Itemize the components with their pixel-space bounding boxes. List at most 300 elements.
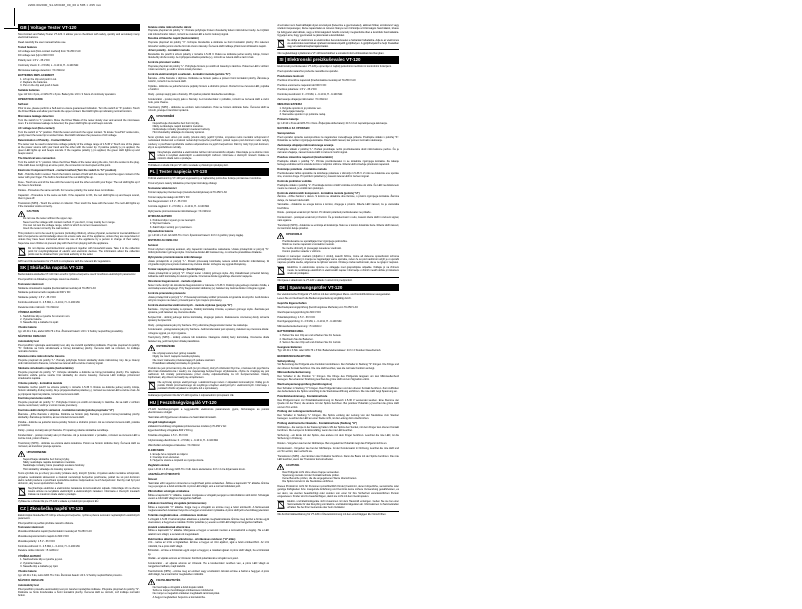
paragraph: Prepnite prepínač do polohy "V". Uchopte skúšačku a dotknite sa hornej kontaktnej plochy. Pre nájdenie fázového vodiča jemne vsuňte hrot skúšačky do otvoru zásuvky. Červená LED indikuje prítomnosť striedavého napätia.	[18, 370, 140, 381]
paragraph: Glühlampe - die Lampe in der Fassung halten. Mit der Spitze den Sockel, mit dem Finger den oberen Kontakt berühren. Die Lampe ist funktionsfähig, wenn die rote LED leuchtet.	[277, 426, 399, 433]
warning-block	[148, 345, 270, 351]
section-header-cz: CZ | Zkoušečka napětí VT-120	[18, 505, 140, 512]
list-item: 2. Wymień baterie.	[153, 222, 270, 225]
paragraph: Kondensator - Vorgehen wie bei der Glühlampe. Ist der Kondensator in Ordnung, leuchtet die rote LED und ein Ton ertönt, dann erlischt sie.	[277, 446, 399, 454]
paragraph: Žiarovka - držte žiarovku v objímke. Dotknite sa hrotom päty žiarovky a prstom hornej kontaktnej plochy skúšačky. Žiarovka je funkčná, ak sa rozsvieti červená LED.	[18, 413, 140, 420]
paragraph: A vizsgáló 1.5-36 V tartományban alkalmas a polaritás meghatározására. Érintse meg kézzel a forrás egyik kivezetését, a hegyével a másikat. Pozitív polaritás (+) esetén a zöld LED világít és hangjelzés hallható.	[147, 517, 270, 524]
list-item: 3. Nasaďte klip a zatlačte jej zpět.	[23, 565, 140, 568]
divider	[18, 498, 140, 499]
section-header-sk: SK | Skúšačka napätia VT-120	[18, 264, 140, 271]
paragraph: Tento výrobok nie je určený pre osoby (vrátane detí), ktorých fyzické, zmyslové alebo mentálne schopnosti, prípadne nedostatok skúseností a znalostí nezaručujú bezpečné používanie, pokiaľ nie sú pod dozorom alebo neboli poučené o používaní spotrebiča osobou zodpovednou za ich bezpečnosť. Deti by mali byť pod dozorom, aby sa so spotrebičom nehrali.	[18, 472, 140, 485]
section-caption: OPERATION GUIDE	[18, 98, 43, 102]
paragraph: Állítsa a kapcsolót "V" állásba. Fogja meg a vizsgálót és érintse meg a felső érintkezőt. A fázisvezeték megkereséséhez óvatosan helyezze a hegyet a konnektor nyílásába. A piros LED jelzi a feszültség jelenlétét.	[147, 505, 270, 512]
paragraph: Sicherung - ein Ende mit der Spitze, das andere mit dem Finger berühren. Leuchtet die rote LED, ist die Sicherung in Ordnung.	[277, 434, 399, 441]
warning-title: FIGYELMEZTETÉS	[156, 579, 181, 582]
paragraph: Gleichspannungsprüfung bis 600 V DC	[277, 310, 321, 314]
paragraph: Használat előtt végezzen öntesztet a megbízható jelzés érdekében. Állítsa a kapcsolót "S" állásba. Érintse meg a pengét és a felső érintkezőt. A piros LED világít, ami a normál működést jelzi.	[147, 481, 270, 489]
list-item: • Hrot skúšačky vkladajte do zásuvky správne.	[23, 468, 140, 471]
divider	[277, 511, 399, 512]
list-item: • Soha ne mérjen feszültséget érintkezéses módszerrel.	[153, 589, 270, 592]
paragraph: Varovalka - dotaknite se enega konca s konico, drugega s prstom. Rdeča LED zasveti, če je varovalka brezhibna.	[277, 203, 399, 210]
paragraph: Biztosíték - érintse a biztosíték egyik végét a heggyel, a másikat ujjával. A piros LED világít, ha a biztosíték ép.	[147, 549, 270, 556]
section-caption: VÝMĚNA BATERIÍ	[18, 554, 41, 558]
subheading: Kontrola prerušenia vodiča	[18, 397, 52, 401]
weee-crossed-bin-icon	[277, 39, 285, 48]
subheading: Selbstprüfung	[277, 359, 295, 363]
warning-triangle-icon	[148, 115, 155, 121]
list-item: 2. Cserélje ki az elemeket.	[153, 456, 270, 459]
print-code-line: 2200.002000_S1-MO048_00_00 A 595 × 295 mm	[28, 3, 102, 7]
list-item: 3. Namestite sponko in jo potisnite nazaj.	[282, 113, 399, 116]
paragraph: Állítsa a kapcsolót "L" állásba. Mozgassa a hegyet a vezeték mentén a konnektortól a dugóig. Ha a LED valahol nem világít, a vezeték ott megszakadt.	[147, 529, 270, 536]
paragraph: Bezpiecznik - dotknij jednego końca końcówką, drugiego palcem. Zaświecenie czerwonej diody oznacza sprawny bezpiecznik.	[147, 315, 270, 322]
list-item: 1. Nadvihnite klip a vysuňte ho smerom von.	[23, 315, 140, 318]
list-item: 1. Emelje fel a csiptetőt és tolja ki.	[153, 453, 270, 456]
paragraph: typ: LR 44 x 3 ks, nebo GPA 76 x 3 ks. Životnost baterií: 24 h / 2 hodiny nepřetržitého provozu.	[18, 573, 123, 577]
paragraph: Tranzistory (NPN) - dotkněte se emitoru nebo kolektoru. Poté se hrotem dotkněte báze. Červená LED se rozsvítí, pracuje-li tranzistor správně.	[147, 105, 270, 112]
numbered-list	[148, 453, 270, 463]
weee-crossed-bin-icon	[277, 500, 285, 509]
list-item: • Preizkuševalca ne uporabljajte brez zgornjega pokrovčka.	[282, 240, 399, 243]
warning-triangle-icon	[148, 579, 155, 585]
list-item: 2. Wechseln Sie die Batterien.	[282, 338, 399, 341]
bullet-list	[148, 352, 270, 365]
numbered-list	[277, 334, 399, 344]
subheading: Vizsgált tulajdonságok	[147, 420, 176, 424]
paragraph: Capacitor - Procedure is the same as bulb. If the capacitor is OK, the red LED lights up and beeps sound, then it goes off.	[18, 193, 140, 200]
subheading: Kontrola prekinitve vodnika	[277, 179, 312, 183]
paragraph: Diódy - postup rovnaký ako pri žiarovke. Pri opačnej polarite skúšačka neindikuje.	[18, 429, 109, 433]
numbered-list	[277, 107, 399, 117]
paragraph: GPO and CE declaration for VT-120 in compliance with the relevant EU regulations.	[18, 259, 112, 263]
paragraph: Vyhlásenie o zhode CE pre VT-120 v súlade s príslušnými predpismi EÚ.	[18, 499, 100, 503]
subheading: Zkouška střídavého napětí (bezkontaktní)	[147, 37, 199, 41]
subheading: Polaritätsbestimmung - Kontaktmethode	[277, 395, 328, 399]
weee-crossed-bin-icon	[148, 381, 156, 390]
list-item: • Prawidłowo wkładaj końcówkę do gniazda.	[153, 362, 270, 365]
subheading: Primerne baterije	[277, 118, 299, 122]
list-item: • Die Spitze korrekt in die Steckdose einführen.	[282, 480, 399, 483]
paragraph: Durchgangsprüfung: 0 - 2.5 MΩ, L - 0-10 Ω, H - 0-100 MΩ	[277, 320, 342, 324]
paragraph: Žárovka - držte žárovku v objímce. Dotkněte se hrotem patice a prstem horní kontaktní plochy. Žárovka je funkční, rozsvítí-li se červená LED.	[147, 76, 270, 84]
subheading: Detekce úniku mikrovlnného záření	[147, 25, 192, 29]
paragraph: Skúšanie striedavého napätia (bezkontaktná metóda) od 70-250 V AC	[18, 286, 97, 290]
paragraph: Állítsa a kapcsolót "L" állásba. Lassan mozgassa a vizsgáló pengéjét a mikrohullámú sütő körül. Szivárgás esetén a zöld LED világít és hangjelzés hallható.	[147, 493, 270, 501]
subheading: Wykrywanie promieniowania mikrofalowego	[147, 256, 203, 260]
paragraph: AC voltage test (Non-contact method) from 70-250 V AC	[18, 49, 81, 53]
paragraph: Bezkontaktná skúšačka VT-120 Vám umožní rýchlo a bezpečne overiť množstvo elektrických parametrov.	[18, 273, 136, 277]
warning-title: UPOZORNENIE	[26, 450, 47, 454]
warning-block	[18, 210, 140, 216]
paragraph: Kontrola ciągłości: 0 - 2.5 MΩ, L - 0-10 Ω, H - 0-100 MΩ	[147, 205, 210, 209]
paragraph: Fuse - Touch one end of the fuse with the tester tip and the other end with your finger. The red LED lights up if the fuse is functional.	[18, 180, 140, 188]
paragraph: Használat előtt figyelmesen olvassa el a használati útmutatót.	[147, 416, 217, 420]
list-item: 3. Załóż klips i wciśnij go z powrotem.	[153, 226, 270, 229]
subheading: Pomiar napięcia przemiennego (bezdotykowy)	[147, 268, 205, 272]
subheading: The Electrical wire connection	[18, 157, 56, 161]
paragraph: Zaznavanje uhajanja mikrovalov: >5 mW/cm²	[277, 97, 328, 101]
list-item: 1. Dvignite sponko in jo potisnite ven.	[282, 107, 399, 110]
warning-block	[148, 115, 270, 121]
warning-triangle-icon	[18, 451, 25, 457]
subheading: Testované vlastnosti	[18, 526, 44, 530]
bullet-list	[18, 458, 140, 471]
subheading: Vhodné baterie	[18, 569, 37, 573]
list-item: • Nikdy neskúšajte napätie kontaktnou metódou.	[23, 461, 140, 464]
bullet-list	[277, 471, 399, 484]
list-item: 1. Lift up the clip and push it out.	[23, 78, 140, 81]
paragraph: Dieses Produkt ist nicht für Personen (einschließlich Kinder) bestimmt, deren körperliche, sensorische oder geistige Fähigkeiten bzw. mangelnde Erfahrung und Kenntnis keine sichere Verwendung gewährleisten, es sei denn, sie werden beaufsichtigt oder wurden von einer für ihre Sicherheit verantwortlichen Person eingewiesen. Kinder sind zu beaufsichtigen, damit sie nicht mit dem Gerät spielen.	[277, 485, 399, 498]
paragraph: Prohlášení o shodě CE pro VT-120 v souladu s příslušnými předpisy EU.	[147, 163, 229, 167]
section-header-de: DE | Spannungsprüfer VT-120	[277, 284, 399, 291]
paragraph: Detekce úniku mikrovln: >5 mW/cm²	[18, 549, 59, 553]
text-column-6	[666, 24, 788, 600]
subheading: Automatický test	[18, 583, 39, 587]
section-header-hu: HU | Feszültségvizsgáló VT-120	[148, 399, 270, 406]
paragraph: Microwave leakage detection: >5 mW/cm²	[18, 68, 65, 72]
paragraph: Prepnite prepínač do polohy "L". Pomaly pohybujte hrotom skúšačky okolo mikrovlnnej rúry. Ak je zistený únik mikrovlnného žiarenia, rozsvieti sa zelená LED a zaznie zvukový signál.	[18, 359, 140, 366]
weee-block	[148, 151, 270, 160]
paragraph: Pred použitím si dôkladne prečítajte návod na obsluhu.	[18, 278, 80, 282]
paragraph: Preklopite stikalo v položaj "V". Primite preizkuševalec in se dotaknite zgornjega kontakta. Za iskanje faznega vodnika nežno vstavite konico v odprtino vtičnice. Rdeča LED označuje prisotnost napetosti.	[277, 159, 399, 167]
list-item: • Ne merite območij, ki presegajo navedene vrednosti.	[282, 247, 399, 250]
paragraph: Zkouška stejnosměrného napětí do 600 V DC	[18, 535, 69, 539]
paragraph: Tranzisztorok (NPN) - érintse meg az emittert vagy a kollektort. Ezután érintse a bázist a heggyel. A piros LED világít, ha a tranzisztor megfelelően működik.	[147, 570, 270, 577]
warning-triangle-icon	[277, 464, 284, 470]
paragraph: Preizkus izmenične napetosti (brezkontaktna metoda) od 70-250 V AC	[277, 78, 356, 82]
subheading: Prüfung elektronischer Bauteile - Kontaktmethode (Stellung "H")	[277, 422, 358, 426]
section-caption: NÁVOD NA OBSLUHU	[18, 335, 47, 339]
list-item: 3. Nasaďte klip a zatlačte ho späť.	[23, 321, 140, 324]
bullet-list	[277, 240, 399, 253]
subheading: Geeignete Batterien	[277, 345, 302, 349]
paragraph: Den Schalter in Stellung "L" bringen. Die Spitze entlang der Leitung von der Steckdose zum Stecker bewegen. Leuchtet die LED an einer Stelle nicht, ist die Leitung dort unterbrochen.	[277, 414, 399, 421]
subheading: Elektronikus alkatrészek ellenőrzése - érintkezéses módszer ("H" állás)	[147, 537, 236, 541]
list-item: • Insert the tester correctly the wall socket.	[23, 227, 140, 230]
subheading: Wechselspannungsprüfung (berührungslos)	[277, 383, 333, 387]
paragraph: Preizkuševalec lahko uporabite za določanje polaritete v območju 1.5-36 V. Z roko se dotaknite ene sponke vira, s konico druge. Pri pozitivni polariteti (+) zasveti zelena LED in zazveni signal.	[277, 171, 399, 178]
paragraph: Kontrola prevodnosti: 0 - 2.5 MΩ, L - 0-10 Ω, H - 0-100 MΩ	[277, 93, 343, 97]
weee-text: Električne in elektronske opreme ne odlagajte med gospodinjske odpadke. Oddajte jo na zbirnem mestu za recikliranje električnih in elektronskih naprav. Informacije o zbirnih mestih dobite pri lokalnem uradu ali prodajalcu.	[287, 265, 399, 276]
weee-block	[277, 500, 399, 509]
subheading: Kontrola přerušení vodiče	[147, 61, 180, 65]
subheading: Megfelelő elemek	[147, 464, 170, 468]
paragraph: Kondenzátor - postup stejný jako u žárovky. Je-li kondenzátor v pořádku, rozsvítí se červená LED a zazní zvuk, poté zhasne.	[147, 97, 270, 104]
subheading: Určení polarity - kontaktní metoda	[147, 49, 190, 53]
paragraph: Test biegunowości: 1.5 V - 36 V DC	[147, 200, 188, 204]
divider	[148, 162, 270, 163]
warning-block	[277, 233, 399, 239]
subheading: Samopreizkus	[277, 132, 295, 136]
subheading: Tested features	[18, 45, 37, 49]
paragraph: Wechselspannungsprüfung (berührungslose Methode) von 70-250 V AC	[277, 306, 359, 310]
paragraph: Polaritätsprüfung: 1.5 V - 36 V DC	[277, 315, 316, 319]
paragraph: typ: LR 44 x 3 szt. lub GPA 76 x 3 szt. Żywotność baterii: 24 h / 2 godziny pracy ciągłej.	[147, 234, 244, 238]
paragraph: Skúšačku možno použiť na určenie polarity v rozsahu 1.5-36 V. Rukou sa dotknite jednej svorky zdroja, hrotom skúšačky druhej svorky. Ak je pripojená kladná polarita (+), rozsvieti sa zelená LED a zaznie zvuk. Ak je pripojená záporná polarita, rozsvieti sa červená LED.	[18, 386, 140, 396]
paragraph: Bulb - Hold the bulb in socket. Touch the bottom contact of bulb with the tester tip and the upper contact of the tester with your finger. The bulb is functional if the red LED lights up.	[18, 172, 140, 180]
weee-text: Elektro- und Elektronikgeräte nicht zusammen mit dem Hausmüll entsorgen. Geben Sie sie bei einer Sammelstelle für das Recycling von Elektro- und Elektronikgeräten ab. Informationen zu Sammelstellen erhalten Sie bei Ihrer Gemeinde oder beim Verkäufer.	[287, 499, 399, 509]
paragraph: Pred uporabo opravite samopreizkus za zagotovitev zanesljivega prikaza. Preklopite stikalo v položaj "S". Dotaknite se rezila in zgornjega kontakta. Rdeča LED zasveti, kar pomeni normalno delovanje.	[277, 136, 399, 143]
list-item: • Nikdy nezkoušejte napětí kontaktní metodou.	[153, 125, 270, 128]
paragraph: DC voltage test (Up to 600 V DC	[18, 54, 55, 58]
bullet-list	[148, 586, 270, 599]
paragraph: Folytonosság ellenőrzése: 0 - 2.5 MΩ, L - 0-10 Ω, H - 0-100 MΩ	[147, 438, 219, 442]
numbered-list	[18, 558, 140, 568]
list-item: • Spannung niemals mit der Kontaktmethode prüfen.	[282, 474, 399, 477]
subheading: Automatický test	[18, 340, 39, 344]
list-item: • Nepoužívajte skúšačku bez hornej krytky.	[23, 458, 140, 461]
divider	[277, 277, 399, 278]
paragraph: Produkt nie jest przeznaczony dla osób (w tym dzieci), których zdolności fizyczne, czuciowe lub psychiczne albo brak doświadczenia i wiedzy nie zapewniają bezpiecznego użytkowania, chyba że znajdują się pod nadzorem lub zostały poinstruowane przez osobę odpowiedzialną za ich bezpieczeństwo. Należy dopilnować, aby dzieci nie bawiły się urządzeniem.	[147, 366, 270, 380]
paragraph: CE megfelelőségi nyilatkozat a VT-120 készülékhez a vonatkozó EU előírásokkal összhangban.	[277, 51, 385, 55]
paragraph: This product is not to be used by persons (including children), whose physical, sensorial or mental abilities or lack of experience and knowledge does not ensure safe use of the appliance, unless they are supervised or unless they have been instructed about the use of the appliance by a person in charge of their safety. Supervise over children to prevent play with them from playing with the appliance.	[18, 231, 140, 245]
list-item: • Nie mierz zakresów przekraczających podane wartości.	[153, 359, 270, 362]
paragraph: Der elektronische Prüfgerät VT-120 ist mit den wichtigsten Mess- und Kontrollfunktionen ausgestattet.	[277, 292, 391, 296]
list-item: • Keine Bereiche prüfen, die die angegebenen Werte überschreiten.	[282, 477, 399, 480]
paragraph: Ustaw przełącznik w pozycji "L". Powoli przesuwaj końcówkę testera wokół kuchenki mikrofalowej. W przypadku wykrycia wycieku zaświeci się zielona dioda i rozlegnie się sygnał dźwiękowy.	[147, 259, 270, 267]
subheading: Mikrowellenleckerkennung	[277, 371, 311, 375]
paragraph: Poistka - dotknite sa jedného konca poistky hrotom a druhého prstom. Ak sa rozsvieti červená LED, poistka je funkčná.	[18, 421, 140, 428]
section-caption: NÁVOD K OBSLUZE	[18, 578, 44, 582]
list-item: • A hegyet megfelelően helyezze a konnektorba.	[153, 596, 270, 599]
paragraph: Přepněte přepínač do polohy "V". Uchopte zkoušečku a dotkněte se horní kontaktní plochy. Pro nalezení fázového vodiče jemně vsuňte hrot do otvoru zásuvky. Červená LED indikuje přítomnost střídavého napětí.	[147, 41, 270, 48]
paragraph: CE-Konformitätserklärung für VT-120 in Übereinstimmung mit den einschlägigen EU-Vorschriften.	[277, 512, 387, 516]
list-item: • Das Prüfgerät nicht ohne obere Kappe verwenden.	[282, 471, 399, 474]
paragraph: Diódák - az eljárás azonos az izzóéval. Fordított polaritásnál a vizsgáló nem jelez.	[147, 557, 239, 561]
section-caption: BEDIENUNGSANLEITUNG	[277, 354, 311, 358]
paragraph: típus: LR 44 x 3 db vagy GPA 76 x 3 db. Elem élettartama: 24 h / 2 óra folyamatos üzem.	[147, 467, 246, 471]
weee-text: Nie wyrzucaj sprzętu elektrycznego i elektronicznego razem z odpadami komunalnymi. Oddaj go do punktu zbiórki przeznaczonego do recyklingu urządzeń elektrycznych i elektronicznych. Informacje o punktach zbiórki uzyskasz w urzędzie lub u sprzedawcy.	[157, 381, 270, 391]
subheading: Önteszt	[147, 478, 158, 482]
paragraph: Tranzystory (NPN) - dotknij emitera lub kolektora. Następnie dotknij bazy końcówką. Czerwona dioda zaświeci się, jeśli tranzystor działa prawidłowo.	[147, 336, 270, 343]
paragraph: Non-Contact and Safety Tester VT-120. It allows you to check/test with safety, quickly and accurately many electrical features.	[18, 32, 140, 40]
paragraph: Zkoušečku lze použít k určení polarity v rozsahu 1.5-36 V. Rukou se dotkněte jedné svorky zdroje, hrotem zkoušečky druhé svorky. Je-li připojena kladná polarita (+), rozsvítí se zelená LED a zazní zvuk.	[147, 53, 270, 60]
paragraph: Pomiar napięcia stałego do 600 V DC	[147, 195, 190, 199]
divider	[18, 257, 140, 258]
paragraph: The tester can be used to determine voltage polarity of the voltage range of 1.5-36 V. Touch one of the plates at the power source with your hand and the other with the tester tip. If positive polarity (+) is applied, the green LED lights up and beeps sounds. If the negative polarity (-) is applied, the green LED lights up and beeps sound.	[18, 142, 140, 156]
paragraph: Prior to use, please perform a Self-test to ensure guaranteed indication. Turn the switch to "S" position. Touch the Driver Blade and allow your hands the upper contact. Red LED lights up indicating normal function.	[18, 106, 140, 114]
paragraph: Ustaw przełącznik w pozycji "L". Przesuwaj końcówkę wzdłuż przewodu od gniazda do wtyczki. Jeśli dioda w którymś miejscu nie świeci, przewód jest w tym miejscu przerwany.	[147, 295, 270, 302]
section-caption: HASZNÁLATI ÚTMUTATÓ	[147, 473, 180, 477]
subheading: Prüfung der Leitungsunterbrechung	[277, 410, 322, 414]
list-item: • Ne mérjen a megadott értékeket meghaladó tartományokat.	[153, 592, 270, 595]
list-item: 2. Zamenjajte baterije.	[282, 110, 399, 113]
paragraph: type: LR 44 x 3 pcs, or GPA 76 x 3 pcs. Battery life: 24 h / 2 hours of continuity operation.	[18, 92, 117, 96]
paragraph: Váltakozó feszültség vizsgálata (érintésmentes módszer) 70-250 V AC	[147, 424, 227, 428]
paragraph: Polarity test: 1.5 V - 36 V DC	[18, 59, 50, 63]
subheading: Geprüfte Eigenschaften	[277, 302, 307, 306]
warning-block	[148, 579, 270, 585]
subheading: Microwave leakage detection	[18, 114, 54, 118]
paragraph: Před použitím proveďte automatický test pro zaručení spolehlivé indikace. Přepněte přepínač do polohy "S". Dotkněte se hrotu šroubováku a horní kontaktní plochy. Červená LED se rozsvítí, což indikuje normální funkci.	[18, 587, 140, 597]
subheading: Določanje polaritete - kontaktna metoda	[277, 167, 327, 171]
section-header-pl: PL | Tester napięcia VT-120	[148, 168, 270, 175]
text-column-4	[407, 24, 529, 600]
list-item: • Do not use the tester without the upper cap.	[23, 217, 140, 220]
language-columns	[18, 24, 788, 600]
paragraph: tip: LR 44 x 3 kos ali GPA 76 x 3 kos. Življenjska doba baterij: 24 h / 2 uri neprekinjenega delovanja.	[277, 122, 388, 126]
list-item: • Nikoli ne merite napetosti s kontaktno metodo.	[282, 243, 399, 246]
warning-title: ACHTUNG	[285, 463, 300, 467]
subheading: Determination of Polarity - Contact Method	[18, 138, 71, 142]
paragraph: Tento výrobek není určen pro osoby (včetně dětí), jejichž fyzické, smyslové nebo mentální schopnosti či nedostatek zkušeností a znalostí nezaručují bezpečné používání, pokud nejsou pod dozorem nebo nebyly poučeny o používání spotřebiče osobou odpovědnou za jejich bezpečnost. Děti by měly být pod dozorem, aby si se spotřebičem nehrály.	[147, 136, 270, 149]
paragraph: Skúšanie jednosmerného napätia do 600 V DC	[18, 291, 71, 295]
paragraph: Elektronická zkoušečka VT-120 je určena pro bezpečné, rychlé a přesné testování nejčastějších elektrických parametrů.	[18, 513, 140, 520]
paragraph: Pred použitím vykonajte automatický test, aby ste zaručili spoľahlivú indikáciu. Prepnite prepínač do polohy "S". Dotknite sa hrotu skrutkovača a hornej kontaktnej plochy. Červená LED sa rozsvieti, čo indikuje normálnu funkciu.	[18, 343, 140, 354]
list-item: • Hrot zkoušečky vkládejte do zásuvky správně.	[153, 131, 270, 134]
subheading: Vezeték szakadásának ellenőrzése	[147, 525, 191, 529]
warning-block	[18, 451, 140, 457]
paragraph: Žarnica - držite žarnico v okovu. S konico se dotaknite dna žarnice, s prstom zgornjega kontakta. Žarnica deluje, če zasveti rdeča LED.	[277, 195, 399, 202]
paragraph: Tranzistory (NPN) - dotknite sa emitora alebo kolektora. Potom sa hrotom dotknite bázy. Červená LED sa rozsvieti, ak tranzistor pracuje správne.	[18, 441, 140, 449]
list-item: 3. Put on the clip and push it back.	[23, 84, 140, 87]
paragraph: Před použitím si pečlivě přečtěte návod k obsluze.	[18, 521, 74, 525]
list-item: 1. Heben Sie den Clip an und schieben Sie ihn heraus.	[282, 334, 399, 337]
paragraph: Egyenfeszültség vizsgálata 600 V DC-ig	[147, 429, 193, 433]
subheading: Detekcia úniku mikrovlnného žiarenia	[18, 355, 65, 359]
paragraph: Turn the switch to "L" position. Move the Driver Blade of the tester slowly over and around the microwave oven. If a microwave leakage is detected, the green LED lights up and beeps sounds.	[18, 118, 140, 125]
list-item: • Konico pravilno vstavite v vtičnico.	[282, 250, 399, 253]
section-header-si: SI | Elektronski preizkuševalec VT-120	[277, 56, 399, 63]
section-caption: ELEMCSERE	[147, 448, 165, 452]
paragraph: Kontrola vodivosti: 0 - 2.5 MΩ, L - 0-10 Ω, H - 0-100 MΩ	[18, 300, 80, 304]
warning-title: OSTRZEŻENIE	[156, 345, 176, 349]
list-item: • Ne használja a vizsgálót a felső kupak nélkül.	[153, 586, 270, 589]
list-item: • Neskúšajte rozsahy, ktoré presahujú uvedené hodnoty.	[23, 464, 140, 467]
weee-text: Nevyhadzujte elektrické a elektronické zariadenia do komunálneho odpadu. Odovzdajte ich na zberné miesto určené na recykláciu elektrických a elektronických zariadení. Informácie o zberných miestach získate na miestnom úrade alebo u predajcu.	[28, 486, 140, 497]
section-caption: NAVODILA ZA UPORABO	[277, 127, 310, 131]
subheading: Určenie polarity - kontaktná metóda	[18, 382, 63, 386]
subheading: Váltakozó feszültség vizsgálata (érintésmentes)	[147, 501, 207, 505]
subheading: Skúšanie striedavého napätia (bezkontaktné)	[18, 367, 74, 371]
subheading: Kontrola elementów elektronicznych - metoda stykowa (pozycja "H")	[147, 303, 233, 307]
paragraph: Żarówka - trzymaj żarówkę w oprawce. Dotknij końcówką trzonka, a palcem górnego styku. Żarówka jest sprawna, jeśli zaświeci się czerwona dioda.	[147, 307, 270, 314]
paragraph: typ: LR 44 x 3 ks, alebo GPA 76 x 3 ks. Životnosť batérií: 24 h / 2 hodiny nepretržitej prevádzky.	[18, 329, 124, 333]
list-item: 1. Nadzvedněte klip a vysuňte jej ven.	[23, 558, 140, 561]
paragraph: Kondenzator - postopek enak kot pri žarnici. Če je kondenzator v redu, zasveti rdeča LED in zazveni signal, nato ugasne.	[277, 216, 399, 223]
subheading: Polaritás meghatározása - érintkezéses módszer	[147, 513, 208, 517]
weee-text: Ne dobja az elektromos és elektronikus berendezéseket a háztartási hulladékba. Adja le az elektromos és elektronikus készülékek újrahasznosítására kijelölt gyűjtőhelyen. A gyűjtőhelyekről a helyi hivatalban vagy az eladónál kaphat tájékoztatást.	[287, 38, 399, 48]
section-caption: INSTRUKCJA OBSŁUGI	[147, 239, 178, 243]
weee-crossed-bin-icon	[277, 266, 285, 275]
paragraph: Vor Benutzung die Prüfgerät eine Funktion kontrollieren. Den Schalter in Stellung "S" bringen. Die Klinge und den oberen Kontakt berühren. Die rote LED leuchtet, was die normale Funktion anzeigt.	[277, 363, 399, 370]
paragraph: Den Schalter in Stellung "V" bringen. Das Prüfgerät halten und den oberen Kontakt berühren. Zum Auffinden des Außenleiters die Spitze vorsichtig in die Steckdosenöffnung einführen. Die rote LED zeigt Spannung an.	[277, 387, 399, 394]
paragraph: Continuity check: 0 - 2.5 MΩ, L - 0-10 Ω, H - 0-100 MΩ	[18, 63, 79, 67]
paragraph: Přepněte přepínač do polohy "L". Pomalu pohybujte hrotem zkoušečky kolem mikrovlnné trouby. Je-li zjištěn únik mikrovlnného záření, rozsvítí se zelená LED a zazní zvukový signál.	[147, 29, 270, 36]
paragraph: Deklaracja zgodności CE dla VT-120 zgodnie z odpowiednimi przepisami UE.	[147, 394, 235, 398]
weee-block	[18, 247, 140, 256]
numbered-list	[18, 315, 140, 325]
paragraph: Diode - postopek enak kot pri žarnici. Pri obratni polariteti preizkuševalec ne prikaže.	[277, 211, 372, 215]
subheading: Kontrola przerwania przewodu	[147, 291, 186, 295]
list-item: 2. Replace the batteries.	[23, 81, 140, 84]
weee-crossed-bin-icon	[18, 487, 26, 496]
paragraph: Turn the switch to "L" position. Move the Driver Blade of the tester along the wire, from the socket to the plug. If the LED does not light up at some point, the connection is interrupted at this point.	[18, 160, 140, 168]
list-item: 2. Vyměňte baterie.	[23, 562, 140, 565]
subheading: Testowane właściwości	[147, 187, 177, 191]
paragraph: Transistoren (NPN) - den Emitter oder Kollektor berühren. Dann die Basis mit der Spitze berühren. Die rote LED leuchtet, wenn der Transistor korrekt arbeitet.	[277, 454, 399, 462]
paragraph: Diodes - Procedure the same as bulb. For reverse polarity, the tester does not indicate.	[18, 188, 115, 192]
numbered-list	[18, 78, 140, 88]
subheading: Electronic Component Check - contact method (Turn the switch to "H" position)	[18, 169, 117, 172]
subheading: Zaznavanje uhajanja mikrovalovnega sevanja	[277, 144, 334, 148]
subheading: Testované vlastnosti	[18, 282, 44, 286]
paragraph: Ustaw przełącznik w pozycji "V". Chwyć tester i dotknij górnego styku. Aby zlokalizować przewód fazowy, delikatnie włóż końcówkę do otworu gniazda. Czerwona dioda sygnalizuje obecność napięcia.	[147, 271, 270, 279]
paragraph: Preizkus polaritete: 1.5 V - 36 V DC	[277, 88, 317, 92]
subheading: Kontrola elektronskih komponent - kontaktna metoda (položaj "H")	[277, 191, 360, 195]
subheading: Self-test	[18, 103, 29, 107]
crop-mark-vertical	[14, 8, 15, 26]
paragraph: Elektronski preizkuševalec VT-120 je opremljen z najbolj potrebnimi merilnimi in kontrolnimi funkcijami.	[277, 65, 392, 69]
list-item: 3. Setzen Sie den Clip auf und drücken Sie ihn zurück.	[282, 341, 399, 344]
text-column-1	[18, 24, 140, 600]
paragraph: Pomiar napięcia przemiennego (metoda bezdotykowa) od 70-250 V AC	[147, 190, 228, 194]
paragraph: Izdelek ni namenjen osebam (vključno z otroki), katerih fizične, čutne ali duševne sposobnosti oziroma pomanjkanje izkušenj in znanja ne zagotavljajo varne uporabe, razen če so pod nadzorom ali jih je o uporabi naprave poučila oseba, odgovorna za njihovo varnost. Otroke je treba nadzorovati, da se ne igrajo z napravo.	[277, 254, 399, 265]
paragraph: Tranzistorji (NPN) - dotaknite se emitorja ali kolektorja. Nato se s konico dotaknite baze. Rdeča LED zasveti, če tranzistor deluje pravilno.	[277, 224, 399, 231]
weee-block	[148, 381, 270, 390]
warning-title: CAUTION	[26, 210, 39, 214]
warning-title: UPOZORNĚNÍ	[156, 114, 175, 118]
crop-mark-horizontal	[4, 28, 18, 29]
paragraph: Typ: LR 44 x 3 Stk. oder GPA 76 x 3 Stk. Batterielebensdauer: 24 h / 2 Stunden Dauerbetrieb.	[277, 349, 382, 353]
paragraph: Den Schalter in die Position "L" bringen. Die Klinge des Prüfgeräts langsam um den Mikrowellenherd bewegen. Bei erkannter Strahlung leuchtet die grüne LED und ein Signalton ertönt.	[277, 375, 399, 382]
paragraph: Przed użyciem należy dokładnie przeczytać instrukcję obsługi.	[147, 182, 218, 186]
weee-crossed-bin-icon	[18, 247, 26, 256]
paragraph: Zkouška střídavého napětí (bezkontaktní metoda) od 70-250 V AC	[18, 530, 92, 534]
list-item: 1. Podnieś klips i wysuń go na zewnątrz.	[153, 219, 270, 222]
paragraph: Lesen Sie vor Gebrauch die Bedienungsanleitung sorgfältig durch.	[277, 297, 352, 301]
weee-text: Nevyhazujte elektrická a elektronická zařízení do komunálního odpadu. Odevzdejte je na sběrné místo určené k recyklaci elektrických a elektronických zařízení. Informace o sběrných místech získáte na místním úřadě nebo u prodejce.	[157, 150, 270, 160]
paragraph: Turn the switch to "V" position. Hold the tester and touch the upper contact. To locate "Live/Hot" socket wire, gently insert the tester tip to socket holes. Red LED indicates the presence of AC voltage.	[18, 130, 140, 137]
paragraph: Read carefully the user manual before use.	[18, 40, 67, 44]
paragraph: Das Prüfgerät kann zur Polaritätsbestimmung im Bereich 1.5-36 V verwendet werden. Eine Klemme der Quelle mit der Hand, die andere mit der Spitze berühren. Bei positiver Polarität (+) leuchtet die grüne LED und ein Ton ertönt.	[277, 399, 399, 409]
paragraph: Kondensator - postępowanie jak przy żarówce. Jeśli kondensator jest sprawny, zaświeci się czerwona dioda i rozlegnie sygnał, po czym zgaśnie.	[147, 328, 270, 335]
warning-triangle-icon	[18, 211, 25, 217]
section-caption: VÝMENA BATÉRIÍ	[18, 310, 41, 314]
paragraph: Diody - postup stejný jako u žárovky. Při opačné polaritě zkoušečka neindikuje.	[147, 92, 236, 96]
paragraph: Kondenzátor - az eljárás azonos az izzóéval. Ha a kondenzátor rendben van, a piros LED világít és hangjelzés hallható, majd kialszik.	[147, 562, 270, 569]
paragraph: A terméket nem használhatják olyan személyek (beleértve a gyermekeket), akiknek fizikai, érzékszervi vagy szellemi képességei, illetve tapasztalat és ismeret hiánya nem biztosítja a biztonságos használatot, kivéve ha felügyelet alatt állnak, vagy a biztonságukért felelős személy megtanította őket a készülék használatára. Ügyeljen arra, hogy gyermekek ne játsszanak a készülékkel.	[277, 24, 399, 37]
paragraph: Mikrohullám szivárgás érzékelése: >5 mW/cm²	[147, 443, 200, 447]
text-column-3	[277, 24, 399, 600]
weee-crossed-bin-icon	[148, 151, 156, 160]
weee-block	[18, 487, 140, 496]
paragraph: Kondenzátor - postup rovnaký ako pri žiarovke. Ak je kondenzátor v poriadku, rozsvieti sa červená LED a zaznie zvuk, potom zhasne.	[18, 433, 140, 441]
warning-title: OPOZORILO	[285, 233, 303, 237]
list-item: 2. Vymeňte batérie.	[23, 318, 140, 321]
list-item: • Nigdy nie mierz napięcia metodą stykową.	[153, 355, 270, 358]
text-column-2	[148, 24, 270, 600]
paragraph: Preklopite stikalo v položaj "L". Premikajte konico vzdolž vodnika od vtičnice do vtiča. Če LED na določenem mestu ne zasveti, je vodnik tam prekinjen.	[277, 183, 399, 190]
numbered-list	[148, 219, 270, 229]
paragraph: Pred uporabo natančno preberite navodila za uporabo.	[277, 70, 339, 74]
paragraph: Przed użyciem wykonaj autotest, aby zapewnić niezawodne wskazania. Ustaw przełącznik w pozycji "S". Dotknij końcówki i górnego styku. Czerwona dioda LED zaświeci się, co oznacza prawidłowe działanie.	[147, 248, 270, 255]
list-item: • Nezkoušejte rozsahy přesahující uvedené hodnoty.	[153, 128, 270, 131]
paragraph: Diody - postępowanie jak przy żarówce. Przy odwrotnej biegunowości tester nie wskazuje.	[147, 323, 249, 327]
paragraph: Polaritás vizsgálata: 1.5 V - 36 V DC	[147, 434, 189, 438]
warning-triangle-icon	[277, 233, 284, 239]
paragraph: Pojistka - dotkněte se jednoho konce pojistky hrotem a druhého prstem. Rozsvítí-li se červená LED, pojistka je funkční.	[147, 84, 270, 92]
paragraph: Próbnik elektroniczny VT-120 jest wyposażony w najbardziej potrzebne funkcje pomiarowe i kontrolne.	[147, 177, 262, 181]
paragraph: Preizkus enosmerne napetosti do 600 V DC	[277, 83, 327, 87]
paragraph: Tester może służyć do określenia biegunowości w zakresie 1.5-36 V. Dotknij ręką jednego zacisku źródła, a końcówką testera drugiego. Przy biegunowości dodatniej (+) zaświeci się zielona dioda i rozlegnie sygnał.	[147, 283, 270, 290]
subheading: Suitable batteries	[18, 89, 40, 93]
paragraph: CE izjava o skladnosti za VT-120 v skladu z ustreznimi predpisi EU.	[277, 278, 353, 282]
bullet-list	[148, 122, 270, 135]
subheading: Autotest	[147, 244, 159, 248]
paragraph: Detekcia úniku mikrovĺn: >5 mW/cm²	[18, 305, 59, 309]
weee-block	[277, 39, 399, 48]
